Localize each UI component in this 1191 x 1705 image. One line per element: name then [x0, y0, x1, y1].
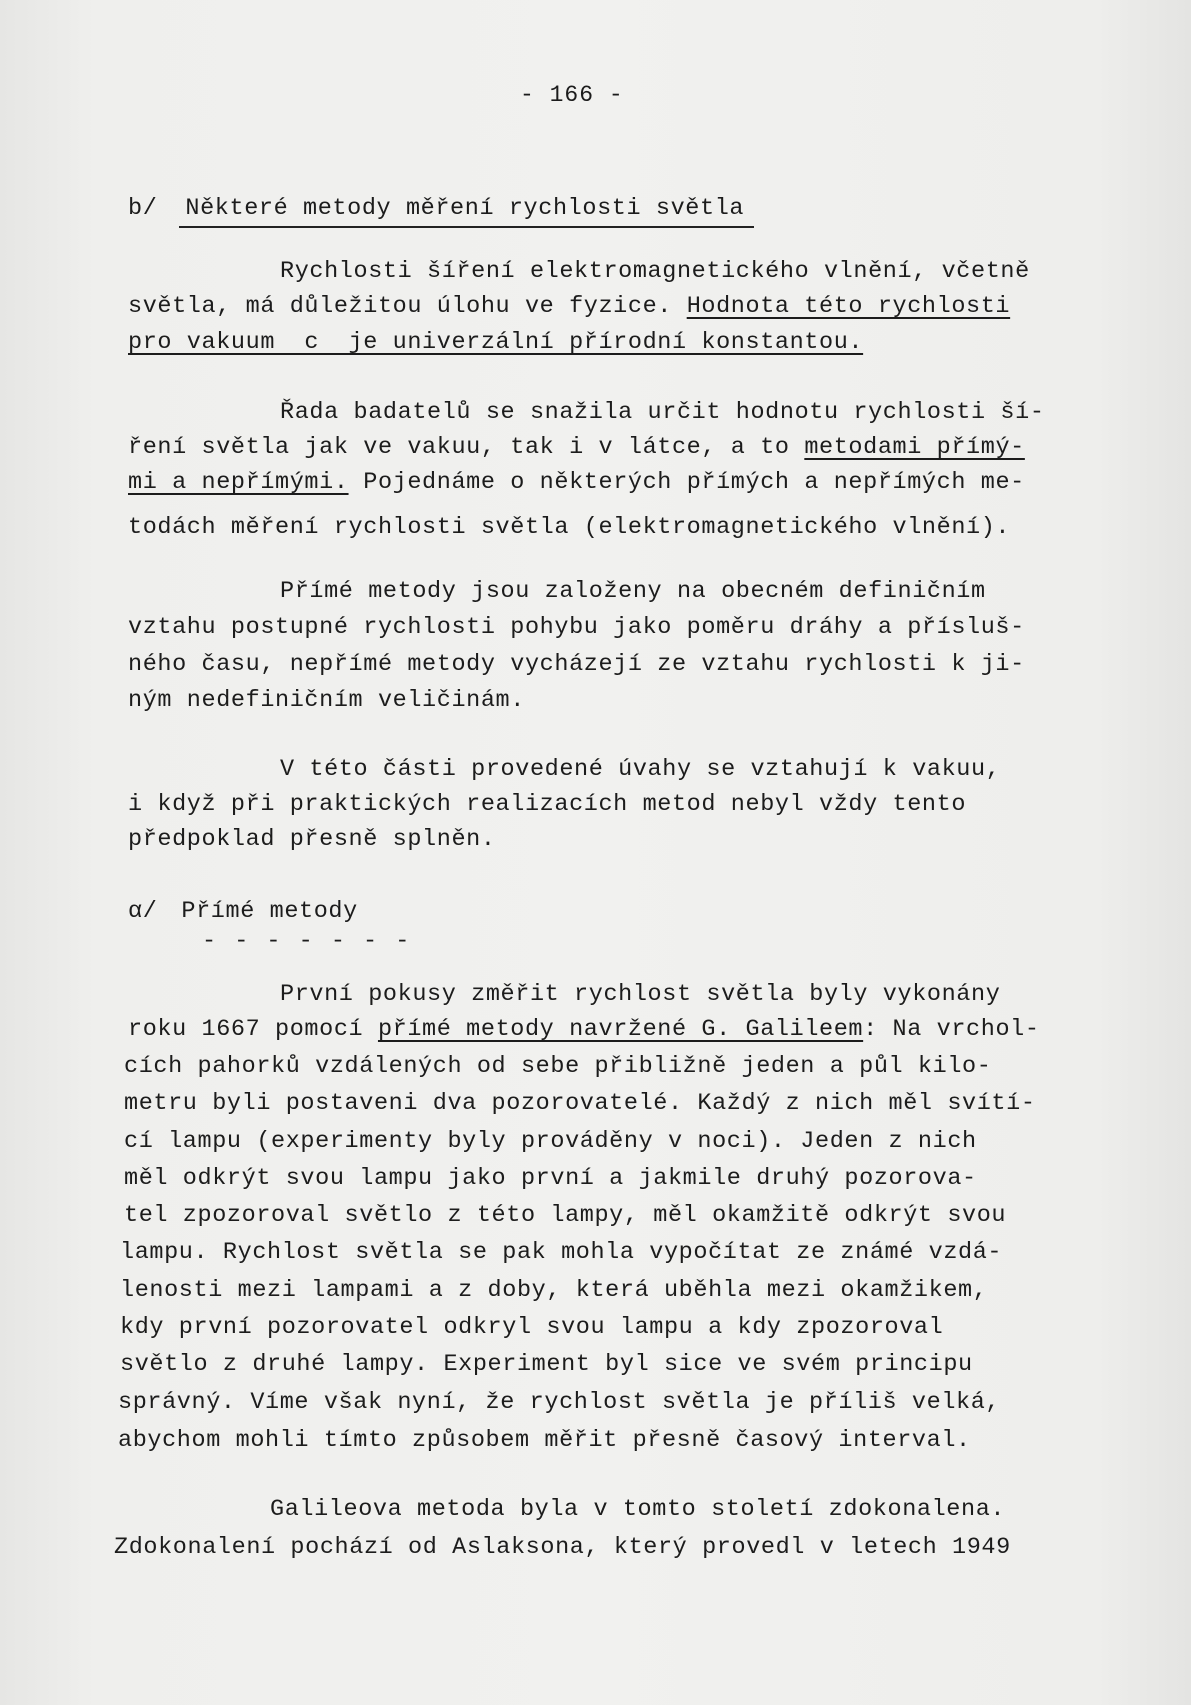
para5-line4: metru byli postaveni dva pozorovatelé. Každý z nich měl svítí-	[124, 1090, 1036, 1117]
para2-line3-text: Pojednáme o některých přímých a nepřímých me-	[348, 469, 1025, 496]
para6-line2: Zdokonalení pochází od Aslaksona, který provedl v letech 1949	[114, 1534, 1011, 1561]
para1-line2-text: světla, má důležitou úlohu ve fyzice.	[128, 293, 687, 320]
para5-line2-text: roku 1667 pomocí	[128, 1016, 378, 1043]
para1-line3	[128, 328, 863, 358]
para5-line5: cí lampu (experimenty byly prováděny v noci). Jeden z nich	[124, 1128, 977, 1155]
para4-line2: i když při praktických realizacích metod nebyl vždy tento	[128, 791, 967, 818]
para5-line10: kdy první pozorovatel odkryl svou lampu a kdy zpozoroval	[120, 1314, 944, 1341]
para5-line12: správný. Víme však nyní, že rychlost světla je příliš velká,	[118, 1389, 1001, 1416]
section-alpha-dashes: - - - - - - -	[202, 928, 412, 955]
para2-line3-underlined: mi a nepřímými.	[128, 469, 349, 496]
para2-line2-text: ření světla jak ve vakuu, tak i v látce, a to	[128, 434, 805, 461]
section-b-heading	[128, 195, 754, 228]
para2-line2-underlined: metodami přímý-	[804, 434, 1025, 461]
para4-line1: V této části provedené úvahy se vztahují k vakuu,	[280, 756, 1001, 783]
para5-line11: světlo z druhé lampy. Experiment byl sice ve svém principu	[120, 1351, 973, 1378]
para5-line8: lampu. Rychlost světla se pak mohla vypočítat ze známé vzdá-	[120, 1239, 1003, 1266]
para5-line3: cích pahorků vzdálených od sebe přibližně jeden a půl kilo-	[124, 1053, 992, 1080]
para3-line1: Přímé metody jsou založeny na obecném definičním	[280, 578, 986, 605]
para5-line9: lenosti mezi lampami a z doby, která uběhla mezi okamžikem,	[120, 1277, 988, 1304]
para3-line2: vztahu postupné rychlosti pohybu jako poměru dráhy a přísluš-	[128, 614, 1025, 641]
para2-line4: todách měření rychlosti světla (elektromagnetického vlnění).	[128, 514, 1011, 541]
para1-line2-underlined: Hodnota této rychlosti	[686, 293, 1011, 320]
para3-line4: ným nedefiničním veličinám.	[128, 687, 525, 714]
para5-line2	[128, 1015, 1040, 1045]
section-alpha-heading	[128, 898, 358, 925]
para3-line3: ného času, nepřímé metody vycházejí ze vztahu rychlosti k ji-	[128, 651, 1025, 678]
para2-line2	[128, 433, 1025, 463]
para5-line6: měl odkrýt svou lampu jako první a jakmile druhý pozorova-	[124, 1165, 977, 1192]
para5-line13: abychom mohli tímto způsobem měřit přesně časový interval.	[118, 1427, 971, 1454]
section-alpha-title: Přímé metody	[181, 898, 358, 925]
para5-line2-underlined: přímé metody navržené G. Galileem	[377, 1016, 864, 1043]
para2-line1: Řada badatelů se snažila určit hodnotu rychlosti ší-	[280, 399, 1045, 426]
para4-line3: předpoklad přesně splněn.	[128, 826, 496, 853]
para6-line1: Galileova metoda byla v tomto století zdokonalena.	[270, 1496, 1006, 1523]
para1-line1: Rychlosti šíření elektromagnetického vlnění, včetně	[280, 258, 1030, 285]
para5-line1: První pokusy změřit rychlost světla byly vykonány	[280, 981, 1001, 1008]
section-b-title: Některé metody měření rychlosti světla	[179, 195, 754, 228]
para2-line3	[128, 468, 1025, 498]
para5-line2-rest: : Na vrchol-	[863, 1016, 1040, 1043]
para5-line7: tel zpozoroval světlo z této lampy, měl okamžitě odkrýt svou	[124, 1202, 1007, 1229]
para1-line2	[128, 292, 1010, 322]
page-number: - 166 -	[520, 82, 624, 108]
section-b-marker: b/	[128, 195, 158, 222]
para1-line3-underlined: pro vakuum c je univerzální přírodní konstantou.	[128, 329, 864, 356]
section-alpha-marker: α/	[128, 898, 158, 925]
